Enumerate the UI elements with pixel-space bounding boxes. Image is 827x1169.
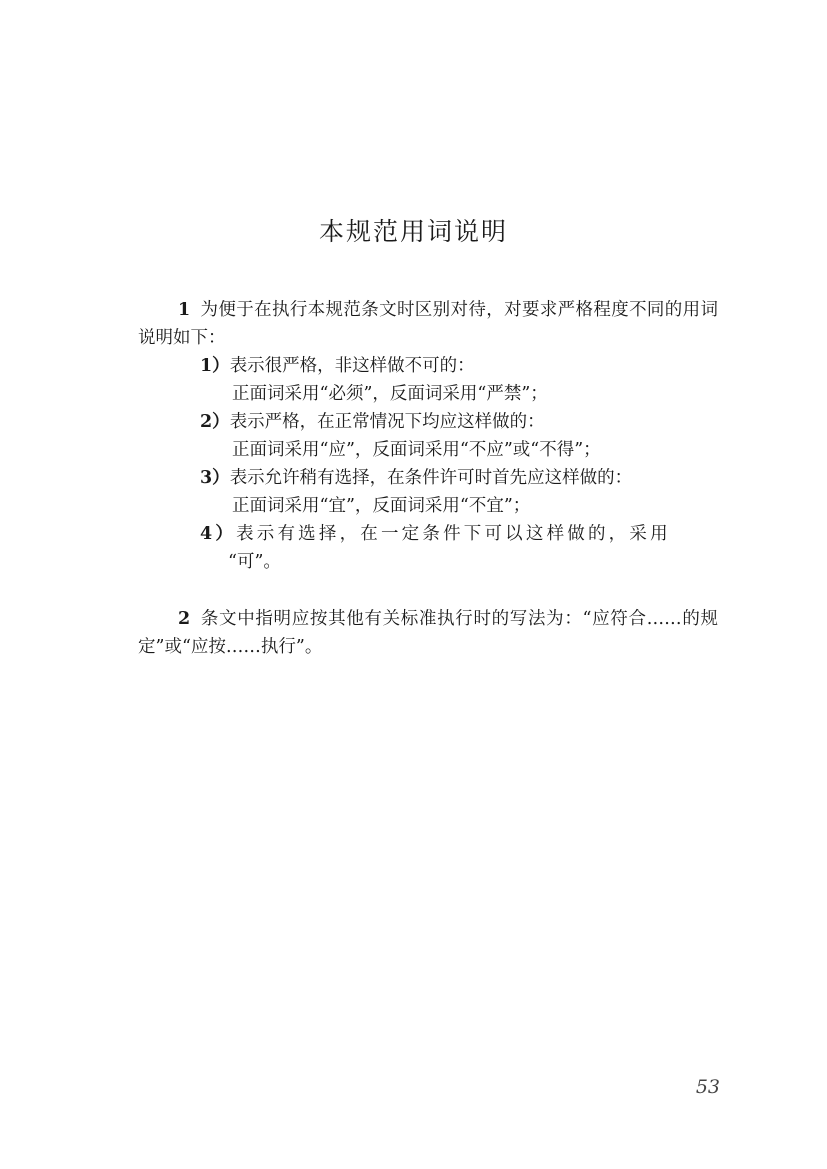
item-3-number: 3） bbox=[200, 468, 230, 488]
clause-2 bbox=[138, 605, 718, 661]
clause-2-text: 条文中指明应按其他有关标准执行时的写法为：“应符合……的规定”或“应按……执行”。 bbox=[138, 609, 718, 657]
item-2-head: 表示严格，在正常情况下均应这样做的： bbox=[229, 412, 545, 432]
item-2-detail: 正面词采用“应”，反面词采用“不应”或“不得”； bbox=[232, 440, 601, 460]
item-3-head: 表示允许稍有选择，在条件许可时首先应这样做的： bbox=[229, 468, 633, 488]
clause-2-number: 2 bbox=[178, 609, 191, 629]
item-1-detail: 正面词采用“必须”，反面词采用“严禁”； bbox=[232, 384, 548, 404]
item-4-detail: “可”。 bbox=[228, 552, 281, 572]
item-1-number: 1） bbox=[200, 356, 230, 376]
item-1-head: 表示很严格，非这样做不可的： bbox=[229, 356, 475, 376]
item-2-number: 2） bbox=[200, 412, 230, 432]
list-item bbox=[138, 520, 718, 548]
clause-1-text: 为便于在执行本规范条文时区别对待，对要求严格程度不同的用词说明如下： bbox=[138, 300, 718, 348]
list-item bbox=[138, 464, 718, 492]
item-4-number: 4） bbox=[200, 524, 237, 544]
item-3-detail: 正面词采用“宜”，反面词采用“不宜”； bbox=[232, 496, 531, 516]
page-title: 本规范用词说明 bbox=[318, 217, 508, 246]
clause-1-number: 1 bbox=[178, 300, 191, 320]
list-item bbox=[138, 408, 718, 436]
clause-1-intro bbox=[138, 296, 718, 352]
clause-2-paragraph bbox=[138, 605, 718, 661]
list-item bbox=[138, 352, 718, 380]
clause-1 bbox=[138, 296, 718, 576]
item-4-head: 表示有选择，在一定条件下可以这样做的，采用 bbox=[236, 524, 671, 544]
page-number: 53 bbox=[695, 1076, 720, 1098]
